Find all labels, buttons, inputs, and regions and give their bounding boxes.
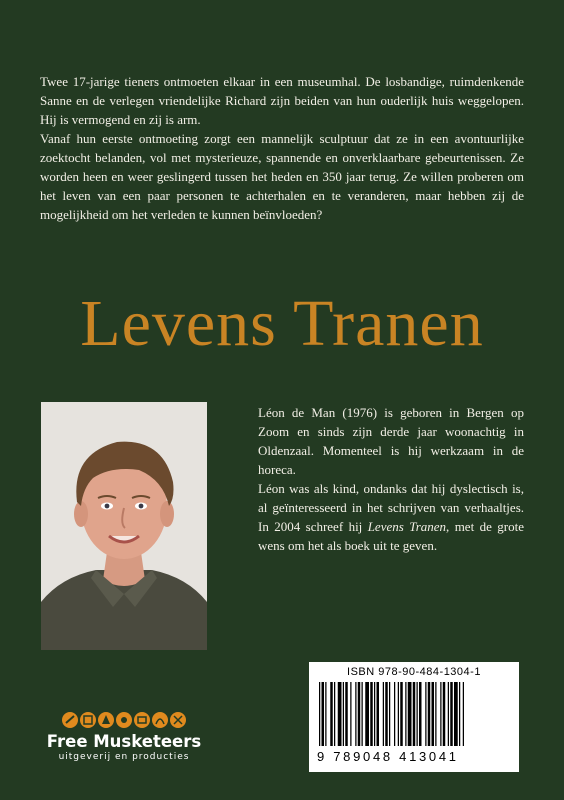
blurb-paragraph-2: Vanaf hun eerste ontmoeting zorgt een mannelijk sculptuur dat ze in een avontuurlijke zoektocht belanden, vol met mysterieuze, spannende en onverklaarbare gebeurtenissen. Ze worden heen en weer geslingerd tussen het heden en 350 jaar terug. Ze willen proberen om het leven van een paar personen te achterhalen en te veranderen, maar hebben zij de mogelijkheid om het verleden te kunnen beïnvloeden? [40,131,524,222]
publisher-subtitle: uitgeverij en producties [58,752,190,762]
bio-paragraph-2 [258,479,524,555]
back-cover-blurb [40,72,524,224]
publisher-logo [40,710,220,770]
publisher-icons [60,710,200,730]
book-title: Levens Tranen [80,287,484,360]
bio-book-title: Levens Tranen [367,519,447,534]
bio-paragraph-1: Léon de Man (1976) is geboren in Bergen op Zoom en sinds zijn derde jaar woonachtig in Oldenzaal. Momenteel is hij werkzaam in de horeca. [258,405,524,477]
barcode-digits: 9 789048 413041 [317,749,459,764]
bio-paragraph-2-start: Léon was als kind, ondanks dat hij dyslectisch is, al geïnteresseerd in het schrijven van verhaaltjes. In 2004 schreef hij [258,481,524,534]
isbn-label: ISBN 978-90-484-1304-1 [347,666,481,678]
author-photo [41,402,207,650]
bio-paragraph-2-end: , met de grote wens om het als boek uit te geven. [258,519,524,553]
author-bio [258,403,524,555]
blurb-paragraph-1: Twee 17-jarige tieners ontmoeten elkaar in een museumhal. De losbandige, ruimdenkende Sanne en de verlegen vriendelijke Richard zijn beiden van hun ouderlijk huis weggelopen. Hij is vermogend en zij is arm. [40,74,524,127]
isbn-barcode [309,662,519,772]
publisher-name: Free Musketeers [46,732,202,751]
